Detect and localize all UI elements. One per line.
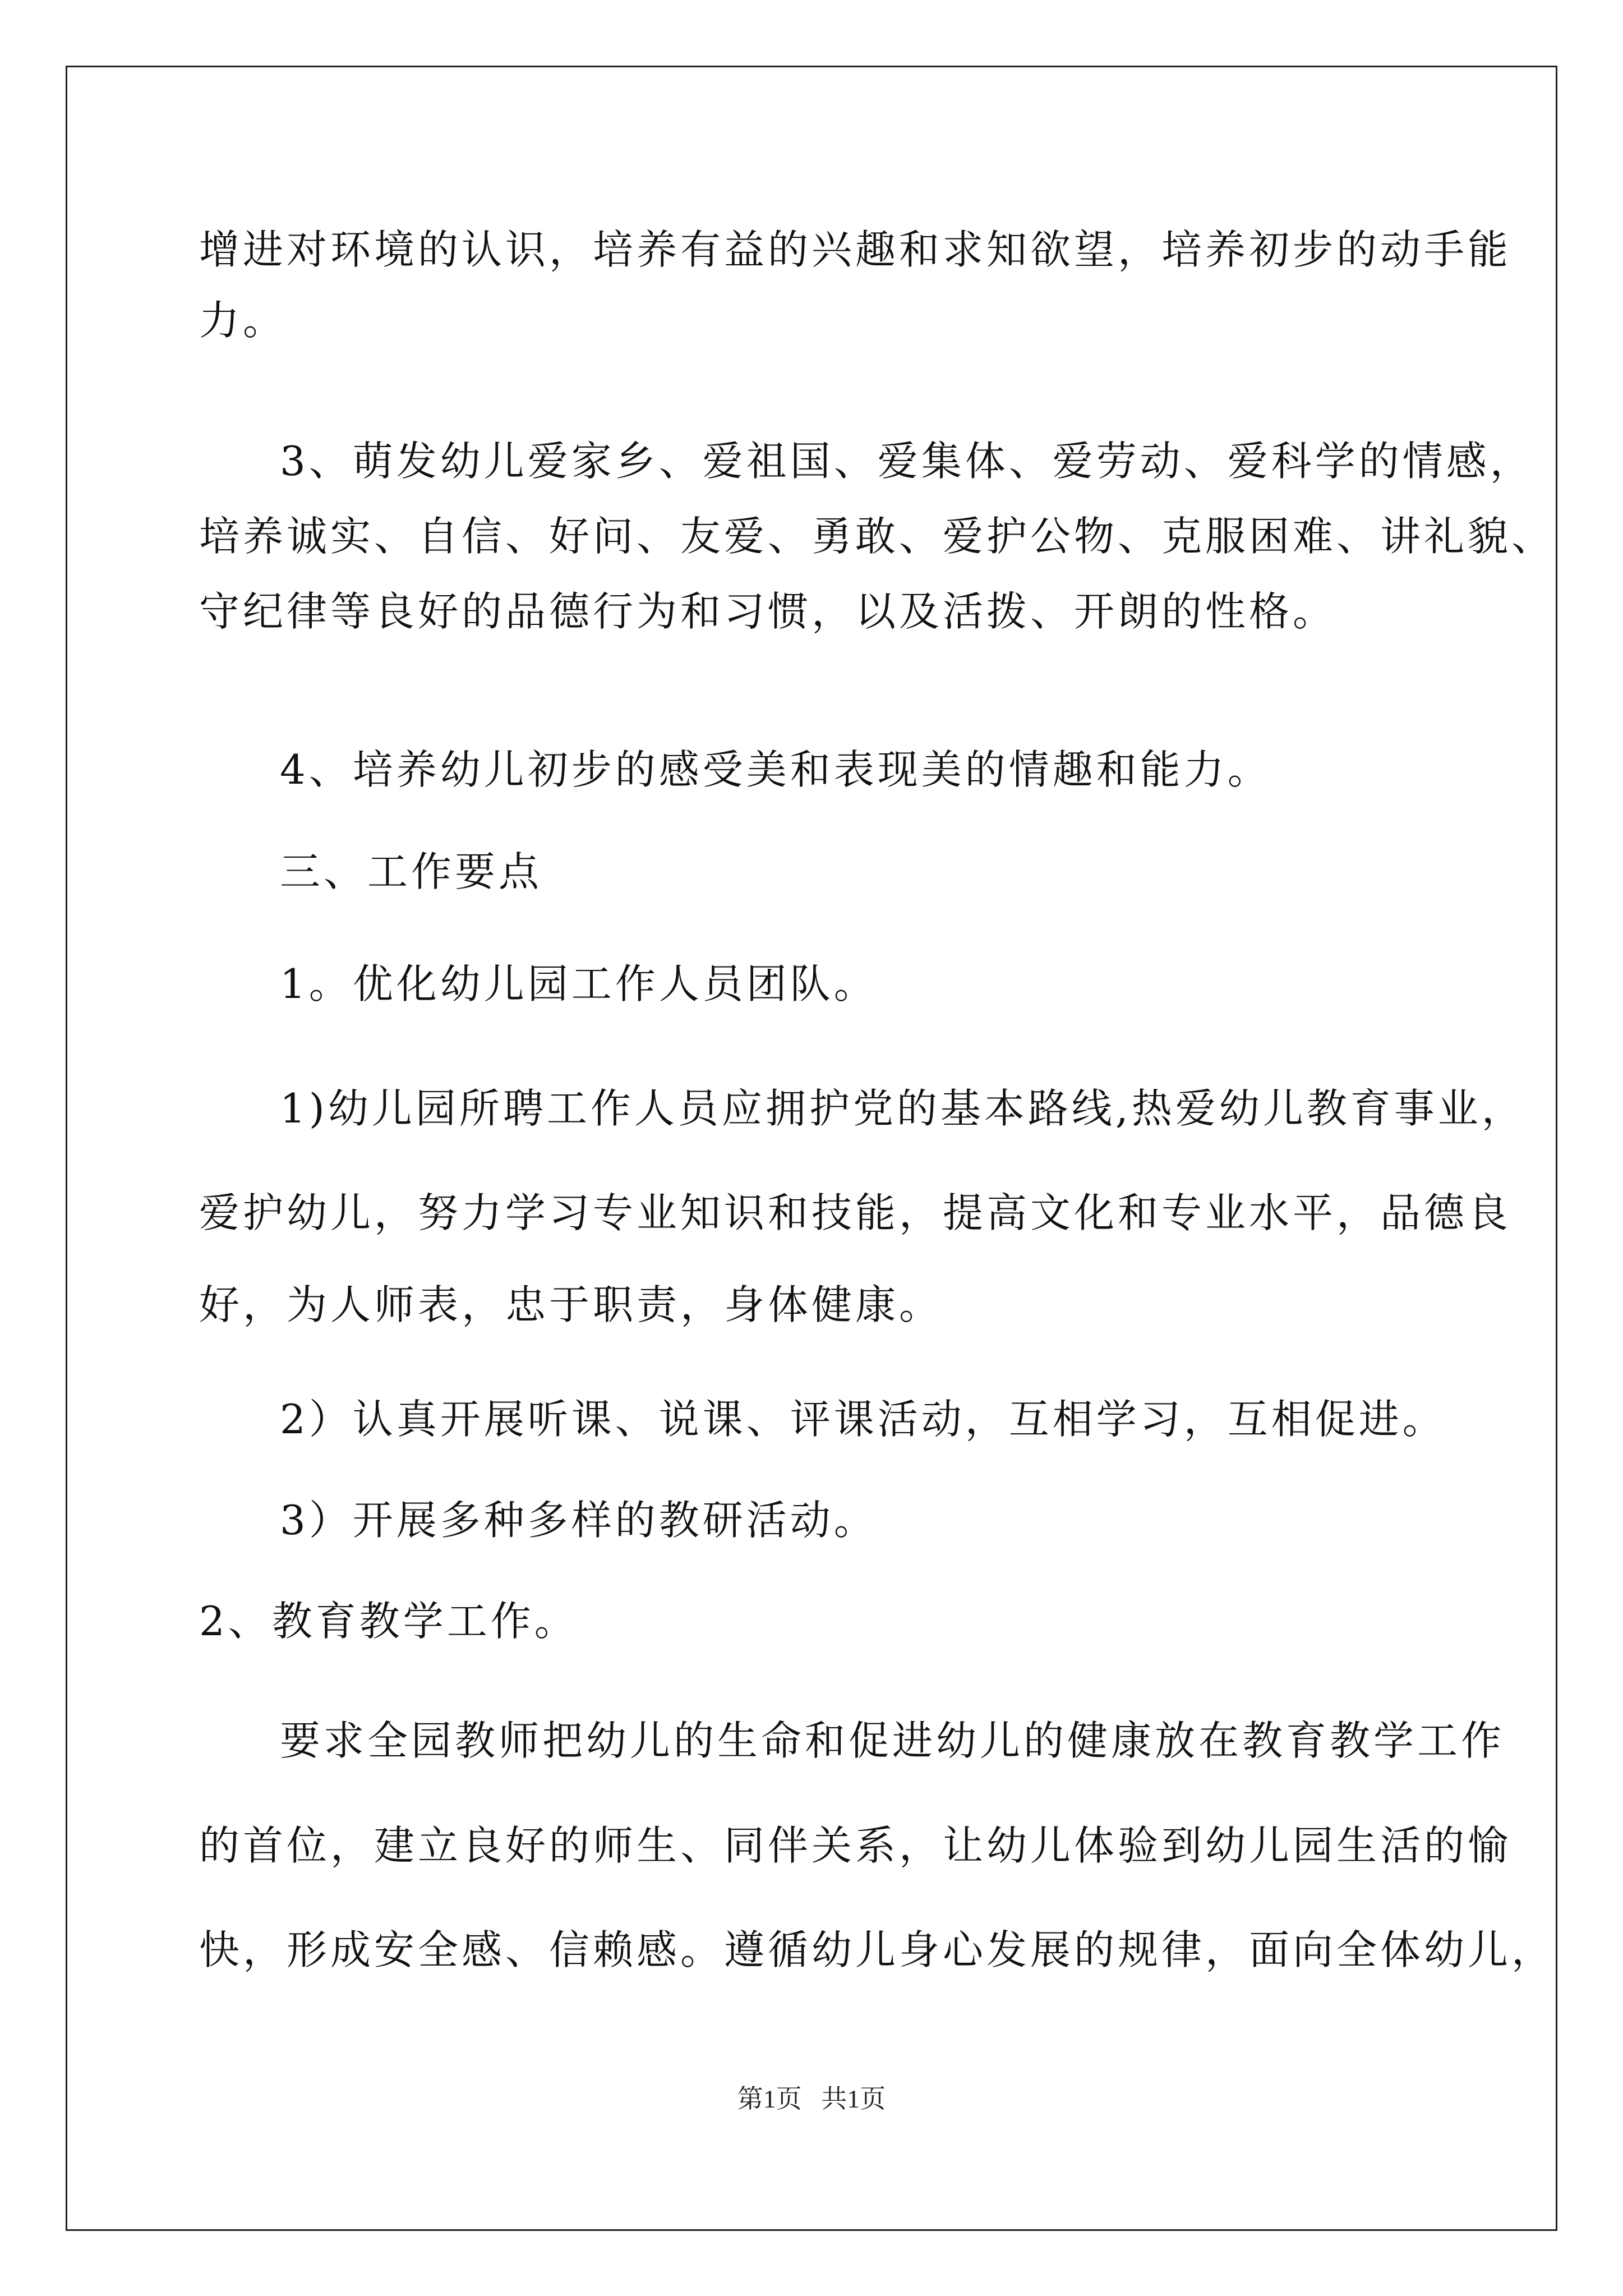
text-line: 2）认真开展听课、说课、评课活动，互相学习，互相促进。 <box>280 1396 1446 1443</box>
text-line: 爱护幼儿，努力学习专业知识和技能，提高文化和专业水平，品德良 <box>199 1189 1512 1236</box>
section-heading: 三、工作要点 <box>280 848 543 895</box>
text-line: 增进对环境的认识，培养有益的兴趣和求知欲望，培养初步的动手能 <box>199 226 1512 273</box>
text-line: 守纪律等良好的品德行为和习惯，以及活拨、开朗的性格。 <box>199 588 1337 635</box>
text-line: 快，形成安全感、信赖感。遵循幼儿身心发展的规律，面向全体幼儿， <box>199 1926 1556 1973</box>
text-line: 3、萌发幼儿爱家乡、爱祖国、爱集体、爱劳动、爱科学的情感， <box>280 438 1534 485</box>
text-line: 力。 <box>199 297 287 344</box>
text-line: 的首位，建立良好的师生、同伴关系，让幼儿体验到幼儿园生活的愉 <box>199 1822 1512 1869</box>
text-line: 好，为人师表，忠于职责，身体健康。 <box>199 1281 943 1328</box>
page-border <box>66 66 1557 2231</box>
text-line: 4、培养幼儿初步的感受美和表现美的情趣和能力。 <box>280 746 1271 793</box>
page-number-footer: 第1页 共1页 <box>737 2085 886 2113</box>
text-line: 1)幼儿园所聘工作人员应拥护党的基本路线,热爱幼儿教育事业， <box>280 1085 1525 1132</box>
text-line: 3）开展多种多样的教研活动。 <box>280 1497 878 1544</box>
text-line: 要求全园教师把幼儿的生命和促进幼儿的健康放在教育教学工作 <box>280 1717 1505 1764</box>
text-line: 培养诚实、自信、好问、友爱、勇敢、爱护公物、克服困难、讲礼貌、 <box>199 513 1556 560</box>
text-line: 1。优化幼儿园工作人员团队。 <box>280 960 878 1007</box>
text-line: 2、教育教学工作。 <box>199 1598 578 1645</box>
